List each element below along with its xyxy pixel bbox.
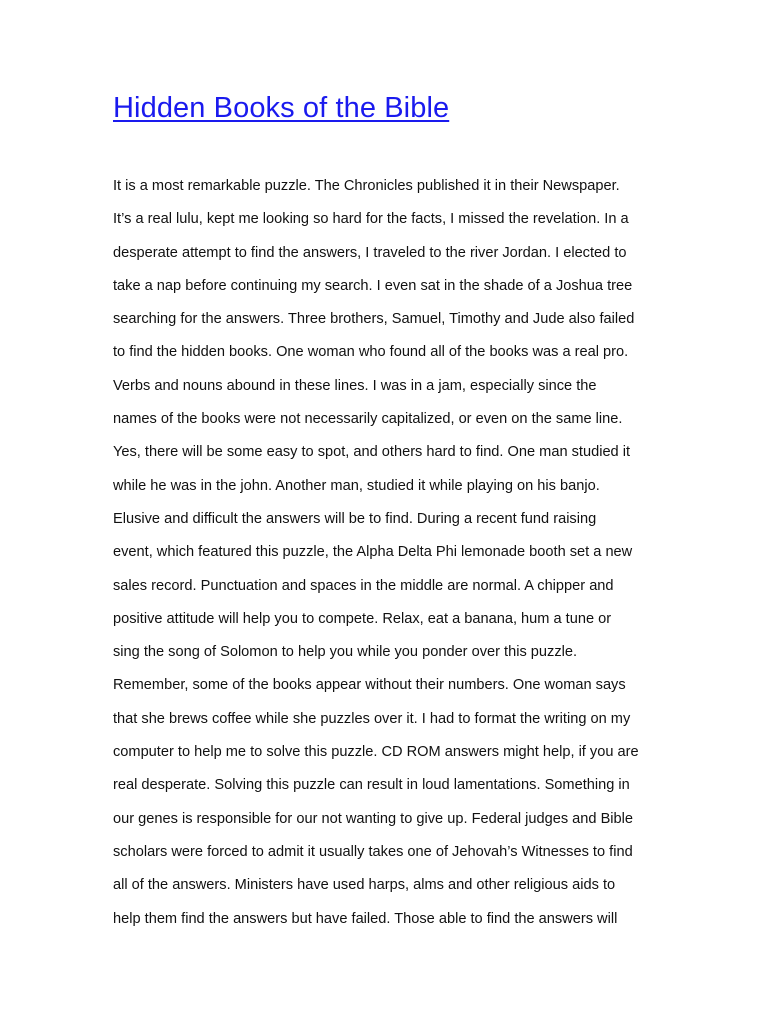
body-text-line: It is a most remarkable puzzle. The Chronicles published it in their Newspaper. bbox=[113, 178, 620, 194]
body-paragraph bbox=[113, 173, 673, 939]
body-text-line: names of the books were not necessarily capitalized, or even on the same line. bbox=[113, 411, 623, 428]
body-text-line: sing the song of Solomon to help you while you ponder over this puzzle. bbox=[113, 644, 578, 661]
body-text-line: help them find the answers but have failed. Those able to find the answers will bbox=[113, 910, 618, 927]
body-text-line: Verbs and nouns abound in these lines. I was in a jam, especially since the bbox=[113, 377, 597, 394]
body-text-line: It’s a real lulu, kept me looking so hard for the facts, I missed the revelation. In a bbox=[113, 211, 629, 228]
body-text-line: sales record. Punctuation and spaces in the middle are normal. A chipper and bbox=[113, 577, 614, 594]
body-text-line: while he was in the john. Another man, studied it while playing on his banjo. bbox=[113, 477, 600, 494]
body-text-line: our genes is responsible for our not wanting to give up. Federal judges and Bible bbox=[113, 810, 634, 827]
body-text-line: real desperate. Solving this puzzle can result in loud lamentations. Something in bbox=[113, 777, 630, 794]
body-text-line: all of the answers. Ministers have used harps, alms and other religious aids to bbox=[113, 877, 616, 894]
body-text-line: Yes, there will be some easy to spot, and others hard to find. One man studied it bbox=[113, 444, 631, 461]
body-text-line: event, which featured this puzzle, the Alpha Delta Phi lemonade booth set a new bbox=[113, 544, 633, 561]
body-text-line: computer to help me to solve this puzzle. CD ROM answers might help, if you are bbox=[113, 744, 639, 761]
body-text-line: Elusive and difficult the answers will be to find. During a recent fund raising bbox=[113, 510, 597, 527]
body-text-line: scholars were forced to admit it usually takes one of Jehovah’s Witnesses to find bbox=[113, 843, 633, 860]
body-text-line: searching for the answers. Three brothers, Samuel, Timothy and Jude also failed bbox=[113, 311, 635, 328]
body-text-line: to find the hidden books. One woman who found all of the books was a real pro. bbox=[113, 344, 629, 361]
body-text-line: take a nap before continuing my search. I even sat in the shade of a Joshua tree bbox=[113, 277, 633, 294]
body-text-line: positive attitude will help you to compete. Relax, eat a banana, hum a tune or bbox=[113, 610, 612, 627]
body-text-line: that she brews coffee while she puzzles over it. I had to format the writing on my bbox=[113, 710, 631, 727]
document-title-link[interactable]: Hidden Books of the Bible bbox=[113, 92, 450, 124]
body-text-line: Remember, some of the books appear without their numbers. One woman says bbox=[113, 677, 626, 694]
body-text-line: desperate attempt to find the answers, I traveled to the river Jordan. I elected to bbox=[113, 244, 627, 261]
